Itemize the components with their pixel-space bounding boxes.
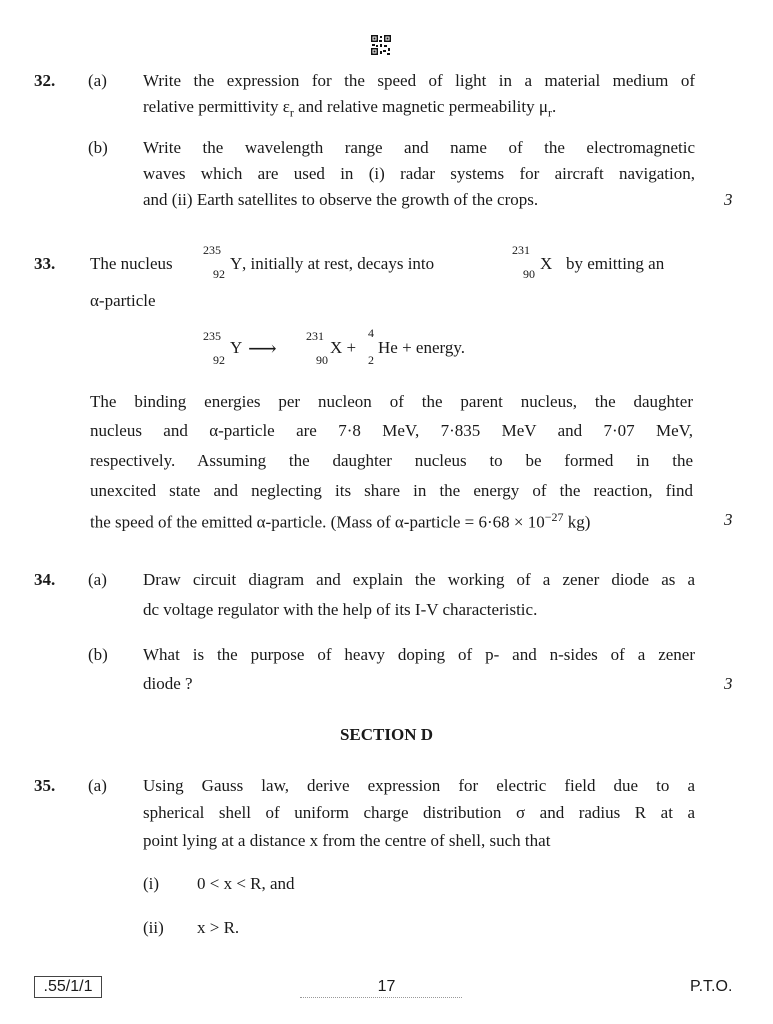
eq-he-mass-number: 4 [368, 326, 374, 340]
eq-y-mass-number: 235 [203, 329, 221, 343]
q33-intro-mid: , initially at rest, decays into [242, 254, 435, 273]
q32-part-b-label: (b) [88, 138, 108, 157]
q33-body-line5: the speed of the emitted α-particle. (Mass of α-particle = $6\cdot 68 \times 10^{-27}$ kg) [90, 510, 591, 532]
paper-code: .55/1/1 [34, 976, 102, 998]
question-number-35: 35. [34, 776, 56, 795]
q34a-text-line2: dc voltage regulator with the help of its I-V characteristic. [143, 600, 538, 619]
q34a-text-line1: Draw circuit diagram and explain the working of a zener diode as a [143, 570, 695, 589]
q34-part-a-label: (a) [88, 570, 107, 589]
question-number-32: 32. [34, 71, 56, 90]
footer-divider [300, 997, 462, 998]
q34b-text-line1: What is the purpose of heavy doping of p- and n-sides of a zener [143, 645, 695, 664]
eq-x-symbol: X + [330, 338, 357, 357]
q35a-sub-i-label: (i) [143, 874, 160, 893]
please-turn-over: P.T.O. [690, 978, 733, 995]
page-number: 17 [377, 978, 396, 995]
eq-he-atomic-number: 2 [368, 353, 374, 367]
q33-body-line1: The binding energies per nucleon of the parent nucleus, the daughter [90, 392, 693, 411]
q32-marks: 3 [724, 190, 733, 209]
q32-part-a-label: (a) [88, 71, 107, 90]
eq-y-symbol: Y [230, 338, 243, 357]
q33-daughter-symbol: X [540, 254, 553, 273]
eq-y-atomic-number: 92 [213, 353, 225, 367]
q34-marks: 3 [724, 674, 733, 693]
q35a-sub-ii-label: (ii) [143, 918, 164, 937]
q33-parent-mass-number: 235 [203, 243, 221, 257]
q33-alpha-particle-text: α-particle [90, 291, 156, 310]
qr-code-icon [370, 34, 392, 56]
q33-body-line4: unexcited state and neglecting its share in the energy of the reaction, find [90, 481, 693, 500]
eq-x-atomic-number: 90 [316, 353, 328, 367]
q32b-text-line3: and (ii) Earth satellites to observe the growth of the crops. [143, 190, 539, 209]
q35a-text-line1: Using Gauss law, derive expression for electric field due to a [143, 776, 695, 795]
q32a-text-line1: Write the expression for the speed of light in a material medium of [143, 71, 695, 90]
q35a-text-line3: point lying at a distance x from the centre of shell, such that [143, 831, 551, 850]
eq-reaction-arrow: ⟶ [248, 338, 277, 360]
q33-body-line3: respectively. Assuming the daughter nucleus to be formed in the [90, 451, 693, 470]
q35a-text-line2: spherical shell of uniform charge distribution σ and radius R at a [143, 803, 695, 822]
eq-x-mass-number: 231 [306, 329, 324, 343]
q33-body-line2: nucleus and α-particle are 7·8 MeV, 7·835 MeV and 7·07 MeV, [90, 421, 693, 440]
q33-marks: 3 [724, 510, 733, 529]
q35a-sub-ii-text: x > R. [197, 918, 240, 937]
q33-daughter-atomic-number: 90 [523, 267, 535, 281]
q33-intro-post: by emitting an [566, 254, 665, 273]
q32b-text-line1: Write the wavelength range and name of the electromagnetic [143, 138, 695, 157]
q33-intro-pre: The nucleus [90, 254, 173, 273]
section-heading: SECTION D [339, 725, 434, 744]
q32b-text-line2: waves which are used in (i) radar systems for aircraft navigation, [143, 164, 695, 183]
eq-he-symbol: He + energy. [378, 338, 466, 357]
q33-parent-atomic-number: 92 [213, 267, 225, 281]
q35a-sub-i-text: 0 < x < R, and [197, 874, 295, 893]
q34b-text-line2: diode ? [143, 674, 193, 693]
question-number-33: 33. [34, 254, 56, 273]
q34-part-b-label: (b) [88, 645, 108, 664]
q32a-text-line2: relative permittivity $\varepsilon_r$ and relative magnetic permeability $\mu_r$. [143, 97, 557, 120]
q35-part-a-label: (a) [88, 776, 107, 795]
question-number-34: 34. [34, 570, 56, 589]
q33-daughter-mass-number: 231 [512, 243, 530, 257]
q33-parent-symbol: Y [230, 254, 243, 273]
